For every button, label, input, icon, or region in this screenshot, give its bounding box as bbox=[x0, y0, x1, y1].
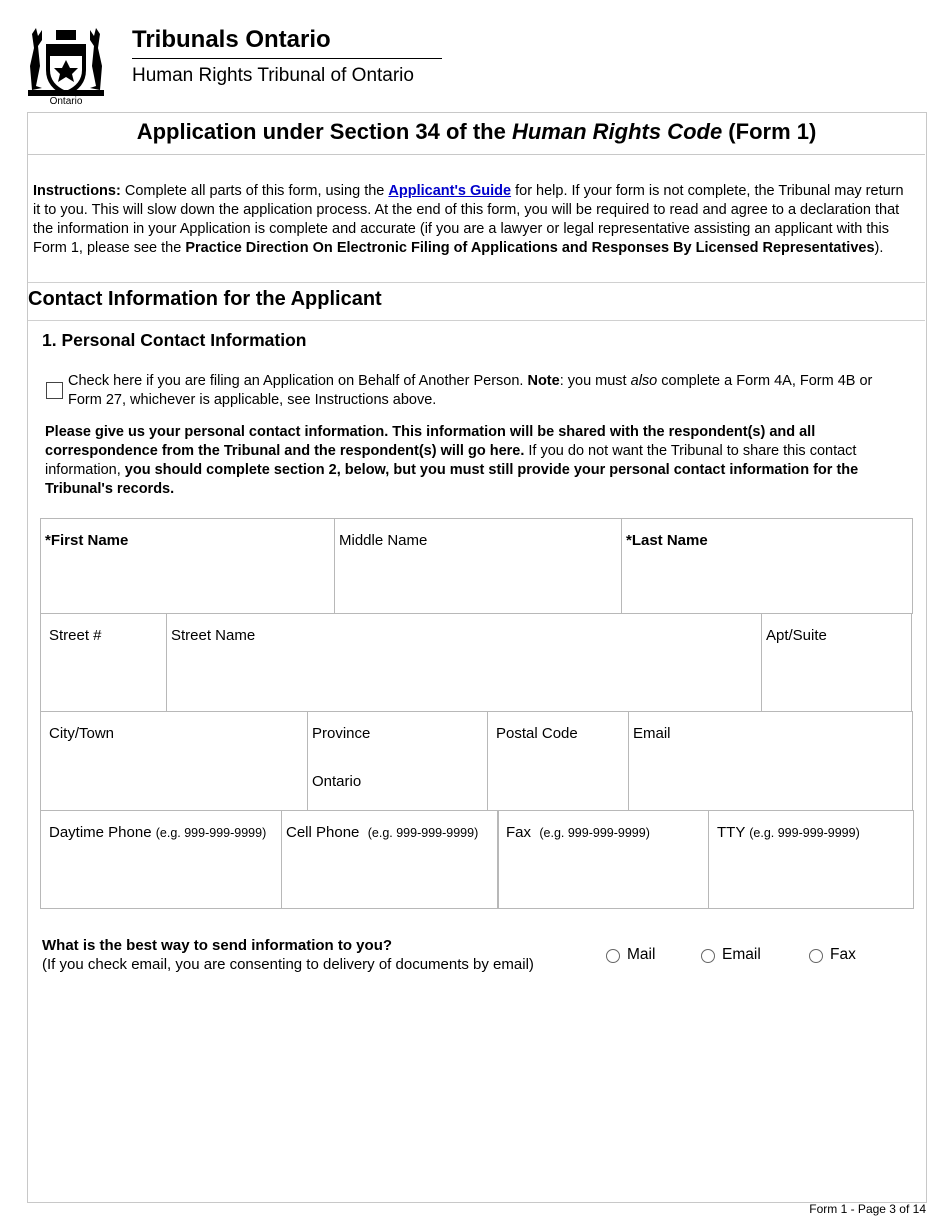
org-title: Tribunals Ontario bbox=[132, 26, 331, 53]
apt-suite-label: Apt/Suite bbox=[766, 627, 827, 644]
postal-code-field[interactable] bbox=[487, 711, 629, 811]
apt-suite-field[interactable] bbox=[761, 613, 912, 712]
middle-name-field[interactable] bbox=[334, 518, 622, 614]
postal-code-label: Postal Code bbox=[496, 725, 578, 742]
first-name-label: *First Name bbox=[45, 532, 129, 549]
page-footer: Form 1 - Page 3 of 14 bbox=[809, 1202, 926, 1216]
province-label: Province bbox=[312, 725, 371, 742]
cell-phone-label: Cell Phone (e.g. 999-999-9999) bbox=[286, 824, 479, 841]
applicants-guide-link[interactable]: Applicant's Guide bbox=[388, 183, 512, 199]
org-subtitle: Human Rights Tribunal of Ontario bbox=[132, 65, 414, 86]
last-name-field[interactable] bbox=[621, 518, 913, 614]
email-field[interactable] bbox=[628, 711, 913, 811]
header-divider bbox=[132, 58, 442, 59]
radio-fax[interactable] bbox=[809, 949, 823, 963]
street-number-field[interactable] bbox=[40, 613, 167, 712]
last-name-label: *Last Name bbox=[626, 532, 708, 549]
section-heading: Contact Information for the Applicant bbox=[28, 288, 382, 310]
fax-field[interactable] bbox=[497, 810, 709, 909]
radio-email[interactable] bbox=[701, 949, 715, 963]
daytime-phone-label: Daytime Phone (e.g. 999-999-9999) bbox=[49, 824, 267, 841]
section-divider-top bbox=[28, 282, 925, 283]
tty-field[interactable] bbox=[708, 810, 914, 909]
sub-heading: 1. Personal Contact Information bbox=[42, 330, 307, 350]
street-number-label: Street # bbox=[49, 627, 102, 644]
province-value: Ontario bbox=[312, 773, 362, 790]
cell-phone-field[interactable] bbox=[281, 810, 499, 909]
street-name-field[interactable] bbox=[166, 613, 762, 712]
instructions: Instructions: Complete all parts of this form, using the Applicant's Guide for help. If your form is not complete, the Tribunal may return it to you. This will slow down the application process. At the end of this form, you will be required to read and agree to a declaration that the information in your Application is complete and accurate (if you are a lawyer or legal representative assisting an applicant with this Form 1, please see the Practice Direction On Electronic Filing of Applications and Responses By Licensed Representatives). bbox=[33, 183, 904, 256]
crest-label: Ontario bbox=[49, 96, 83, 107]
city-field[interactable] bbox=[40, 711, 308, 811]
section-divider-bottom bbox=[28, 320, 925, 321]
privacy-notice: Please give us your personal contact information. This information will be shared with the respondent(s) and all correspondence from the Tribunal and the respondent(s) will go here. If you do not want the Tribunal to share this contact information, you should complete section 2, below, but you must still provide your personal contact information for the Tribunal's records. bbox=[45, 424, 859, 497]
fax-label: Fax (e.g. 999-999-9999) bbox=[506, 824, 650, 841]
first-name-field[interactable] bbox=[40, 518, 335, 614]
street-name-label: Street Name bbox=[171, 627, 256, 644]
contact-preference-note: (If you check email, you are consenting to delivery of documents by email) bbox=[42, 956, 534, 973]
form-title: Application under Section 34 of the Human Rights Code (Form 1) bbox=[136, 119, 817, 144]
province-field[interactable] bbox=[307, 711, 488, 811]
city-label: City/Town bbox=[49, 725, 115, 742]
tty-label: TTY (e.g. 999-999-9999) bbox=[717, 824, 860, 841]
email-label: Email bbox=[633, 725, 671, 742]
contact-preference-question: What is the best way to send information to you? bbox=[42, 937, 393, 954]
radio-fax-label: Fax bbox=[830, 946, 856, 963]
radio-mail[interactable] bbox=[606, 949, 620, 963]
title-divider bbox=[28, 154, 925, 155]
behalf-checkbox[interactable] bbox=[46, 382, 63, 399]
middle-name-label: Middle Name bbox=[339, 532, 428, 549]
radio-mail-label: Mail bbox=[627, 946, 656, 963]
radio-email-label: Email bbox=[722, 946, 761, 963]
behalf-text: Check here if you are filing an Application on Behalf of Another Person. Note: you must also complete a Form 4A, Form 4B or Form 27, whichever is applicable, see Instructions above. bbox=[68, 373, 873, 408]
daytime-phone-field[interactable] bbox=[40, 810, 282, 909]
